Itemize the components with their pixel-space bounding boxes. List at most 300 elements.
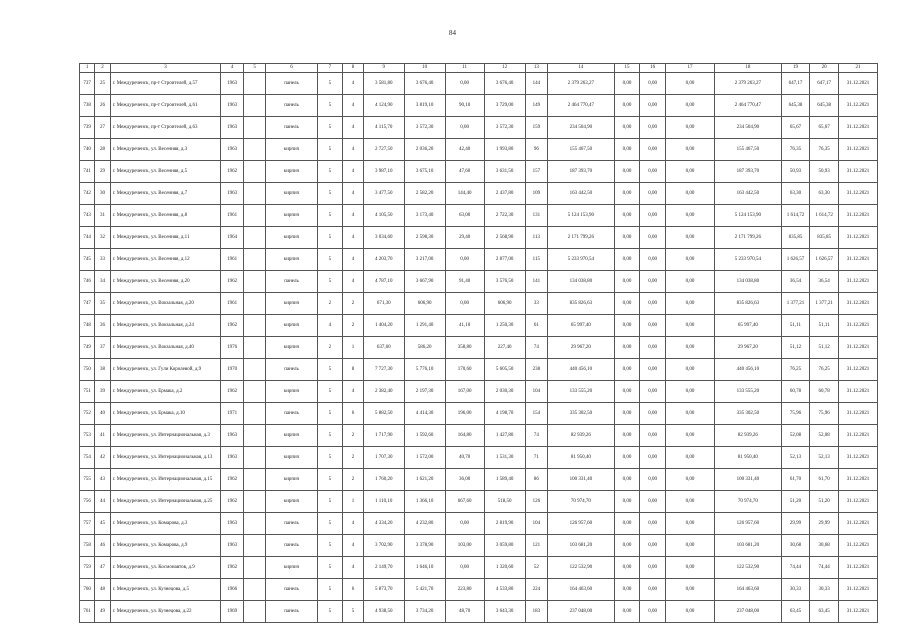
table-cell: 49 [95, 601, 110, 623]
table-cell [243, 183, 266, 205]
table-cell: 0,00 [665, 227, 714, 249]
table-cell: 115 [525, 249, 548, 271]
table-cell [243, 579, 266, 601]
table-cell: 0,00 [614, 403, 640, 425]
address-cell: г. Междуреченск, ул. Кузнецова, д.22 [110, 601, 221, 623]
table-cell: кирпич [266, 381, 317, 403]
address-cell: г. Междуреченск, ул. Весенняя, д.3 [110, 139, 221, 161]
table-cell: 36 [95, 315, 110, 337]
table-cell [243, 73, 266, 95]
table-cell: 0,00 [665, 557, 714, 579]
table-cell: 0,00 [640, 425, 666, 447]
column-header: 6 [266, 64, 317, 73]
table-cell: 5 [317, 601, 343, 623]
table-cell: 667,60 [445, 491, 484, 513]
table-cell: 358,80 [445, 337, 484, 359]
table-cell: 31.12.2021 [838, 491, 877, 513]
table-cell: 65,67 [810, 117, 839, 139]
table-cell: 31.12.2021 [838, 601, 877, 623]
table-cell: 5 [317, 557, 343, 579]
table-cell: 4 [343, 161, 363, 183]
table-cell [243, 557, 266, 579]
table-cell: 40,70 [445, 447, 484, 469]
table-cell: 4 232,80 [404, 513, 445, 535]
table-cell: 5 [317, 403, 343, 425]
table-cell: панель [266, 535, 317, 557]
table-cell: 144 [525, 73, 548, 95]
table-cell: 133 555,20 [715, 381, 782, 403]
table-cell: 234 504,90 [715, 117, 782, 139]
table-cell: 3 477,50 [363, 183, 404, 205]
table-cell: 163 442,50 [548, 183, 615, 205]
table-cell: панель [266, 359, 317, 381]
table-cell: 2 197,30 [404, 381, 445, 403]
table-cell: 0,00 [665, 601, 714, 623]
table-row [80, 315, 878, 337]
table-cell: 0,00 [640, 491, 666, 513]
table-cell: 3 676,40 [484, 73, 525, 95]
table-cell: 1 [343, 491, 363, 513]
table-cell: 100 331,40 [715, 469, 782, 491]
table-cell: 758 [80, 535, 95, 557]
table-cell: 0,00 [640, 513, 666, 535]
address-cell: г. Междуреченск, ул. Гули Королевой, д.9 [110, 359, 221, 381]
table-cell: 0,00 [640, 117, 666, 139]
table-cell: 5 [317, 183, 343, 205]
table-row [80, 139, 878, 161]
table-cell: 6 [343, 579, 363, 601]
table-cell: 4 334,20 [363, 513, 404, 535]
table-cell: 1961 [221, 205, 244, 227]
table-cell: 29 [95, 161, 110, 183]
table-cell: 0,00 [665, 271, 714, 293]
table-cell: 740 [80, 139, 95, 161]
table-cell: 0,00 [614, 183, 640, 205]
table-cell: 2 379 263,27 [715, 73, 782, 95]
table-cell: 759 [80, 557, 95, 579]
column-header: 4 [221, 64, 244, 73]
table-cell: 5 [317, 469, 343, 491]
table-cell: 760 [80, 579, 95, 601]
table-cell: 74 [525, 425, 548, 447]
table-cell: панель [266, 73, 317, 95]
address-cell: г. Междуреченск, ул. Кузнецова, д.5 [110, 579, 221, 601]
table-cell: 0,00 [614, 557, 640, 579]
table-cell [243, 491, 266, 513]
table-cell: 52,13 [781, 447, 810, 469]
table-cell: 5 [317, 425, 343, 447]
table-cell: 5 605,50 [484, 359, 525, 381]
address-cell: г. Междуреченск, ул. Вокзальная, д.24 [110, 315, 221, 337]
table-cell [243, 359, 266, 381]
table-cell: 5 [317, 491, 343, 513]
table-cell: 5 [317, 381, 343, 403]
table-cell: 5 [317, 205, 343, 227]
table-cell: 52,13 [810, 447, 839, 469]
table-cell: 187 393,70 [548, 161, 615, 183]
table-cell: 1 320,60 [484, 557, 525, 579]
table-cell: 1 [343, 337, 363, 359]
table-cell: 32 [95, 227, 110, 249]
table-cell: кирпич [266, 425, 317, 447]
table-cell: 738 [80, 95, 95, 117]
table-cell [243, 447, 266, 469]
table-cell: 3 576,50 [484, 271, 525, 293]
table-cell: 31.12.2021 [838, 359, 877, 381]
table-cell: 74,44 [810, 557, 839, 579]
table-cell: 0,00 [614, 579, 640, 601]
table-cell: 81 950,40 [548, 447, 615, 469]
table-cell: 1 589,40 [484, 469, 525, 491]
table-cell: 0,00 [665, 359, 714, 381]
table-cell: 0,00 [640, 227, 666, 249]
table-cell: 4 [343, 139, 363, 161]
table-cell: 141 [525, 271, 548, 293]
table-cell: 0,00 [665, 117, 714, 139]
column-header: 7 [317, 64, 343, 73]
table-cell [243, 161, 266, 183]
table-cell: 1963 [221, 513, 244, 535]
table-cell: 743 [80, 205, 95, 227]
table-cell: 2 [343, 293, 363, 315]
table-cell: 2 [343, 447, 363, 469]
table-cell: 76,35 [810, 139, 839, 161]
table-cell [243, 513, 266, 535]
table-cell: 0,00 [614, 249, 640, 271]
table-cell: 0,00 [640, 403, 666, 425]
table-cell: 1 531,30 [484, 447, 525, 469]
table-cell: 745 [80, 249, 95, 271]
column-header: 20 [810, 64, 839, 73]
table-cell: 0,00 [614, 337, 640, 359]
table-cell: 0,00 [665, 469, 714, 491]
column-header: 9 [363, 64, 404, 73]
table-cell: 752 [80, 403, 95, 425]
table-cell: 0,00 [640, 271, 666, 293]
table-cell: 335 302,50 [715, 403, 782, 425]
table-cell: кирпич [266, 491, 317, 513]
table-cell: 0,00 [614, 95, 640, 117]
table-cell: 8 [343, 359, 363, 381]
address-cell: г. Междуреченск, ул. Вокзальная, д.40 [110, 337, 221, 359]
table-cell: 44 [95, 491, 110, 513]
table-cell: кирпич [266, 557, 317, 579]
table-cell: 31.12.2021 [838, 337, 877, 359]
table-cell: 48 [95, 579, 110, 601]
column-header: 14 [548, 64, 615, 73]
table-cell: 65,67 [781, 117, 810, 139]
table-cell: 0,00 [665, 381, 714, 403]
table-cell: 0,00 [614, 117, 640, 139]
table-cell: 0,00 [614, 139, 640, 161]
table-cell: 36,54 [781, 271, 810, 293]
table-cell: 48,70 [445, 601, 484, 623]
table-cell: 76,25 [781, 359, 810, 381]
table-cell: 0,00 [665, 183, 714, 205]
address-cell: г. Междуреченск, пр-т Строителей, д.57 [110, 73, 221, 95]
table-cell: 35 [95, 293, 110, 315]
table-cell: 835,85 [810, 227, 839, 249]
table-cell: 4 533,80 [484, 579, 525, 601]
table-cell: 40 [95, 403, 110, 425]
address-cell: г. Междуреченск, ул. Весенняя, д.8 [110, 205, 221, 227]
address-cell: г. Междуреченск, ул. Комарова, д.9 [110, 535, 221, 557]
table-cell: 122 532,90 [715, 557, 782, 579]
table-cell: 4 787,10 [363, 271, 404, 293]
table-cell: 104 [525, 513, 548, 535]
table-row [80, 381, 878, 403]
table-cell: 74 [525, 337, 548, 359]
table-cell: 31.12.2021 [838, 535, 877, 557]
table-cell: 96 [525, 139, 548, 161]
table-cell: 4 938,50 [363, 601, 404, 623]
table-cell: 0,00 [614, 315, 640, 337]
table-cell: 30,68 [810, 535, 839, 557]
table-cell: 0,00 [614, 513, 640, 535]
table-cell [243, 249, 266, 271]
table-cell: 5 776,10 [404, 359, 445, 381]
table-row [80, 491, 878, 513]
table-cell: 3 734,20 [404, 601, 445, 623]
table-cell: 3 667,90 [404, 271, 445, 293]
table-body [80, 73, 878, 623]
table-cell: 1 592,60 [404, 425, 445, 447]
table-cell: 0,00 [445, 73, 484, 95]
column-header: 2 [95, 64, 110, 73]
table-cell: 31.12.2021 [838, 249, 877, 271]
table-cell: 739 [80, 117, 95, 139]
table-cell: кирпич [266, 139, 317, 161]
table-cell: кирпич [266, 337, 317, 359]
table-cell: 440 456,10 [548, 359, 615, 381]
table-cell: 5 [317, 447, 343, 469]
table-cell: 65 997,40 [548, 315, 615, 337]
table-cell: 30,33 [781, 579, 810, 601]
table-cell: 335 302,50 [548, 403, 615, 425]
table-cell [243, 425, 266, 447]
table-cell: 5 [317, 249, 343, 271]
table-cell: 0,00 [640, 249, 666, 271]
table-cell: 2 464 770,47 [548, 95, 615, 117]
address-cell: г. Междуреченск, пр-т Строителей, д.61 [110, 95, 221, 117]
table-cell: 749 [80, 337, 95, 359]
table-cell: 3 702,90 [363, 535, 404, 557]
table-cell: 1 614,72 [810, 205, 839, 227]
table-cell: 0,00 [665, 249, 714, 271]
table-cell: 38 [95, 359, 110, 381]
table-cell: 746 [80, 271, 95, 293]
table-cell: 0,00 [640, 337, 666, 359]
table-cell [243, 315, 266, 337]
table-cell: 3 217,00 [404, 249, 445, 271]
table-cell: 753 [80, 425, 95, 447]
table-cell: 50,93 [810, 161, 839, 183]
table-cell: 5 [317, 513, 343, 535]
column-header: 18 [715, 64, 782, 73]
table-cell: 0,00 [640, 535, 666, 557]
table-cell [243, 139, 266, 161]
table-row [80, 579, 878, 601]
table-cell: 0,00 [665, 447, 714, 469]
table-cell: 31.12.2021 [838, 95, 877, 117]
table-cell: 2 [317, 293, 343, 315]
table-cell: 1 404,20 [363, 315, 404, 337]
table-cell: 31.12.2021 [838, 469, 877, 491]
table-cell: 61,70 [781, 469, 810, 491]
table-cell: 36,00 [445, 469, 484, 491]
table-cell: 1962 [221, 271, 244, 293]
table-cell: 835,85 [781, 227, 810, 249]
table-cell: 0,00 [665, 513, 714, 535]
table-cell: 0,00 [614, 601, 640, 623]
table-cell: 7 727,30 [363, 359, 404, 381]
table-cell: 34 [95, 271, 110, 293]
table-cell: 0,00 [640, 73, 666, 95]
table-cell: кирпич [266, 205, 317, 227]
table-cell: 4 [343, 271, 363, 293]
table-row [80, 95, 878, 117]
table-cell [243, 117, 266, 139]
table-cell: 31.12.2021 [838, 513, 877, 535]
table-cell: 1963 [221, 425, 244, 447]
table-cell: 3 819,10 [404, 95, 445, 117]
table-cell: 747 [80, 293, 95, 315]
table-cell: 51,11 [810, 315, 839, 337]
table-cell: 3 631,50 [484, 161, 525, 183]
table-cell: 26 [95, 95, 110, 117]
table-cell: 224 [525, 579, 548, 601]
table-cell: 81 950,40 [715, 447, 782, 469]
table-cell: 170,60 [445, 359, 484, 381]
table-cell: 0,00 [614, 161, 640, 183]
table-cell: 2 877,00 [484, 249, 525, 271]
table-cell: 0,00 [665, 205, 714, 227]
column-header: 13 [525, 64, 548, 73]
table-cell: 2 437,80 [484, 183, 525, 205]
table-cell: 234 504,90 [548, 117, 615, 139]
table-cell: 637,60 [363, 337, 404, 359]
table-cell: 155 467,50 [548, 139, 615, 161]
table-cell: 31.12.2021 [838, 425, 877, 447]
column-header: 16 [640, 64, 666, 73]
table-cell: 41 [95, 425, 110, 447]
table-cell: 1962 [221, 469, 244, 491]
table-cell: 0,00 [614, 271, 640, 293]
table-cell: 103 681,20 [548, 535, 615, 557]
table-cell: 31.12.2021 [838, 117, 877, 139]
column-header: 5 [243, 64, 266, 73]
table-cell: 0,00 [614, 73, 640, 95]
page-number: 84 [449, 29, 456, 37]
table-cell: 0,00 [614, 491, 640, 513]
table-cell [243, 227, 266, 249]
table-cell: 31.12.2021 [838, 293, 877, 315]
table-cell: 31.12.2021 [838, 227, 877, 249]
column-header: 17 [665, 64, 714, 73]
table-cell: 31.12.2021 [838, 557, 877, 579]
table-cell: 5 124 153,90 [548, 205, 615, 227]
table-cell: 0,00 [640, 359, 666, 381]
table-cell: 6 [343, 403, 363, 425]
table-cell: 103 681,20 [715, 535, 782, 557]
table-cell: 100 331,40 [548, 469, 615, 491]
table-cell: 31.12.2021 [838, 161, 877, 183]
table-cell: 4 203,70 [363, 249, 404, 271]
table-cell: 0,00 [640, 293, 666, 315]
table-cell: 0,00 [665, 95, 714, 117]
table-cell: 1964 [221, 227, 244, 249]
table-cell: 3 676,40 [404, 73, 445, 95]
table-row [80, 359, 878, 381]
table-cell: 60,78 [810, 381, 839, 403]
table-cell: 1 250,30 [484, 315, 525, 337]
table-cell: 109 [525, 183, 548, 205]
table-cell: 75,96 [781, 403, 810, 425]
table-cell: панель [266, 271, 317, 293]
table-cell: 183 [525, 601, 548, 623]
table-cell: 167,00 [445, 381, 484, 403]
table-cell: 1969 [221, 601, 244, 623]
table-cell: 0,00 [640, 469, 666, 491]
table-cell: 756 [80, 491, 95, 513]
table-cell: 1976 [221, 337, 244, 359]
column-header: 1 [80, 64, 95, 73]
table-cell: 4 [343, 205, 363, 227]
table-cell: 3 643,30 [484, 601, 525, 623]
table-cell: 2 036,20 [404, 139, 445, 161]
table-row [80, 73, 878, 95]
table-cell: 46 [95, 535, 110, 557]
address-cell: г. Междуреченск, ул. Вокзальная, д.20 [110, 293, 221, 315]
table-cell: 1963 [221, 535, 244, 557]
table-cell: панель [266, 513, 317, 535]
table-cell: 121 [525, 535, 548, 557]
table-cell: кирпич [266, 315, 317, 337]
table-cell: 43 [95, 469, 110, 491]
table-cell: 3 987,10 [363, 161, 404, 183]
table-row [80, 249, 878, 271]
table-cell: 1963 [221, 183, 244, 205]
table-cell: 0,00 [614, 293, 640, 315]
table-cell: 30 [95, 183, 110, 205]
address-cell: г. Междуреченск, ул. Весенняя, д.12 [110, 249, 221, 271]
table-cell: 0,00 [665, 73, 714, 95]
table-cell: 31.12.2021 [838, 271, 877, 293]
table-cell: 0,00 [665, 315, 714, 337]
table-cell: 0,00 [665, 403, 714, 425]
table-cell: 1 760,20 [363, 469, 404, 491]
table-cell: 76,35 [781, 139, 810, 161]
table-row [80, 557, 878, 579]
table-row [80, 337, 878, 359]
table-row [80, 403, 878, 425]
table-cell: 742 [80, 183, 95, 205]
table-cell: 52 [525, 557, 548, 579]
table-cell: 5 [317, 359, 343, 381]
table-cell: 237 048,00 [548, 601, 615, 623]
table-cell: 159 [525, 117, 548, 139]
table-cell: 63,30 [810, 183, 839, 205]
address-cell: г. Междуреченск, ул. Интернациональная, д.25 [110, 491, 221, 513]
column-header: 12 [484, 64, 525, 73]
address-cell: г. Междуреченск, ул. Комарова, д.3 [110, 513, 221, 535]
table-cell: 5 [317, 227, 343, 249]
table-cell: 4 [343, 557, 363, 579]
table-cell: 2 [343, 315, 363, 337]
table-cell: 31.12.2021 [838, 139, 877, 161]
address-cell: г. Междуреченск, ул. Весенняя, д.7 [110, 183, 221, 205]
table-cell: панель [266, 579, 317, 601]
